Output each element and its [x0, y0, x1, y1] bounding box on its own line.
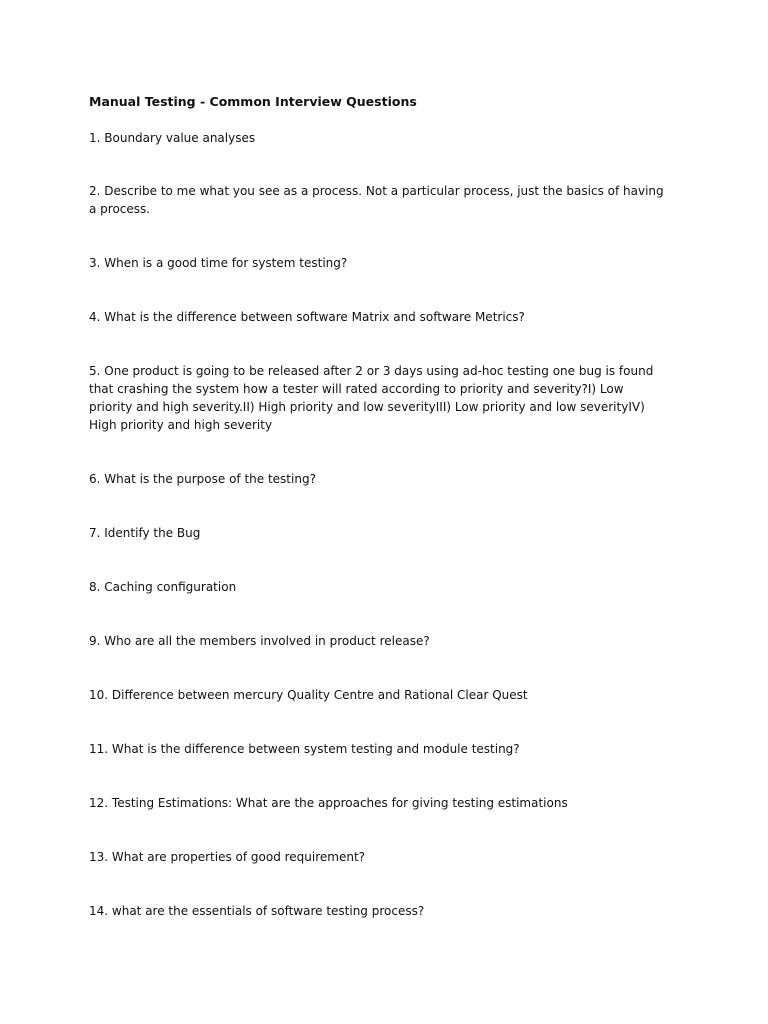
question-5: 5. One product is going to be released after 2 or 3 days using ad-hoc testing one bug is found that crashing the system how a tester will rated according to priority and severity?I) Low priority and high severity.II) High priority and low severityIII) Low priority and low severityIV) High priority and high severity	[89, 364, 654, 432]
question-14: 14. what are the essentials of software testing process?	[89, 904, 425, 918]
question-6: 6. What is the purpose of the testing?	[89, 472, 316, 486]
question-2: 2. Describe to me what you see as a process. Not a particular process, just the basics of having a process.	[89, 184, 664, 216]
question-12: 12. Testing Estimations: What are the approaches for giving testing estimations	[89, 796, 568, 810]
question-10: 10. Difference between mercury Quality Centre and Rational Clear Quest	[89, 688, 528, 702]
question-7: 7. Identify the Bug	[89, 526, 201, 540]
document-title: Manual Testing - Common Interview Questions	[89, 94, 417, 109]
question-9: 9. Who are all the members involved in product release?	[89, 634, 430, 648]
question-13: 13. What are properties of good requirement?	[89, 850, 366, 864]
question-4: 4. What is the difference between software Matrix and software Metrics?	[89, 310, 525, 324]
question-8: 8. Caching configuration	[89, 580, 237, 594]
question-3: 3. When is a good time for system testing?	[89, 256, 348, 270]
question-1: 1. Boundary value analyses	[89, 131, 256, 145]
question-11: 11. What is the difference between system testing and module testing?	[89, 742, 520, 756]
